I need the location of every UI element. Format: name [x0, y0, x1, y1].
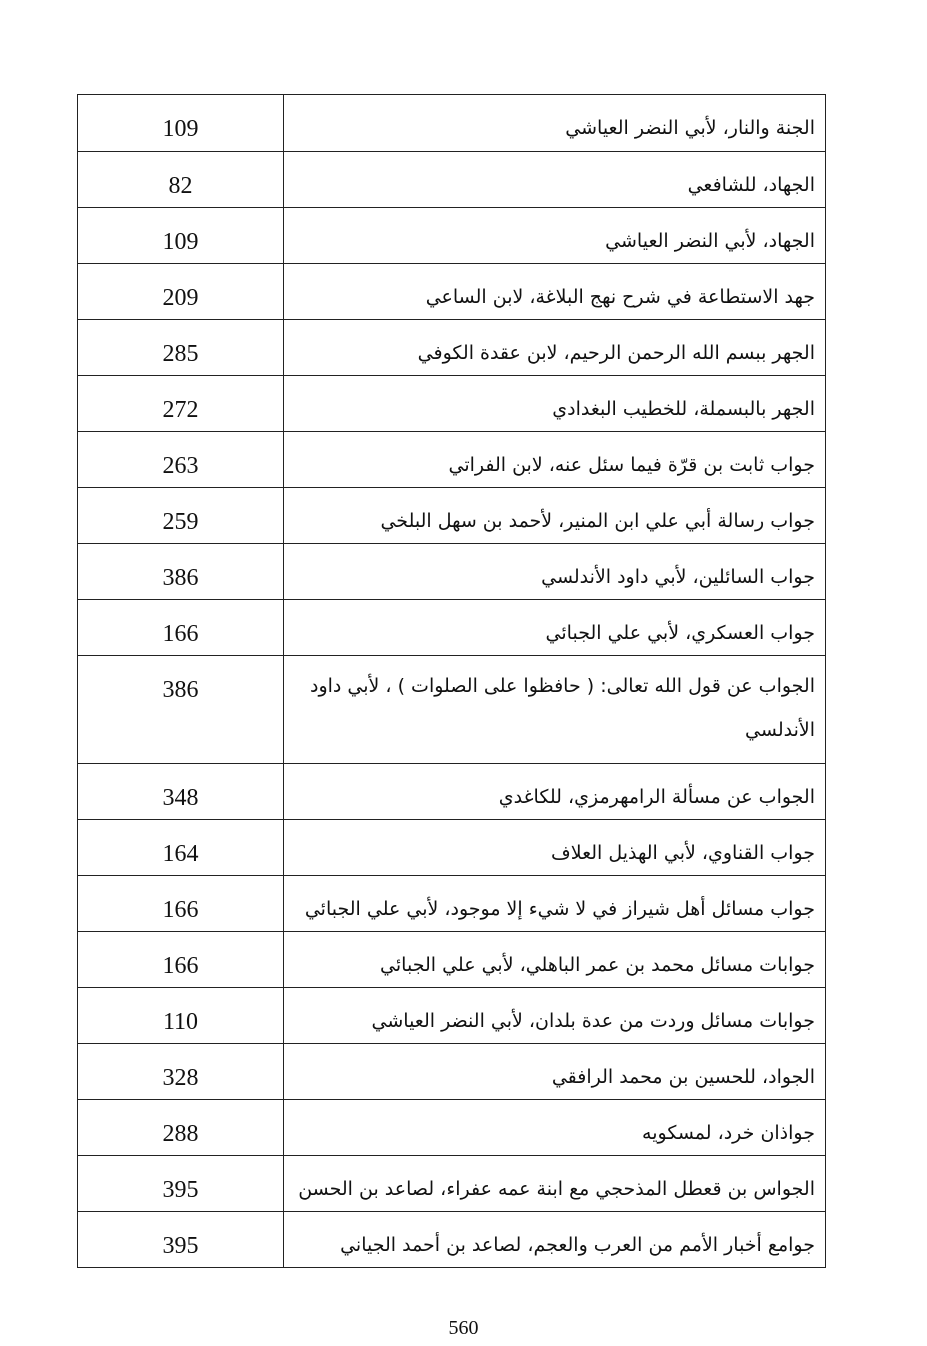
page-cell — [78, 264, 284, 320]
page-cell — [78, 544, 284, 600]
entry-page: 395 — [162, 1233, 199, 1259]
title-cell — [284, 1156, 826, 1212]
title-cell — [284, 820, 826, 876]
page-cell — [78, 488, 284, 544]
entry-page: 285 — [162, 341, 199, 367]
page-cell — [78, 876, 284, 932]
table-row — [78, 432, 826, 488]
entry-page: 386 — [162, 677, 199, 703]
entry-title: الجنة والنار، لأبي النضر العياشي — [565, 117, 815, 139]
page-cell — [78, 152, 284, 208]
title-cell — [284, 932, 826, 988]
table-row — [78, 1044, 826, 1100]
entry-page: 259 — [162, 509, 199, 535]
page-cell — [78, 764, 284, 820]
entry-page: 288 — [162, 1121, 199, 1147]
entry-page: 82 — [168, 173, 193, 199]
entry-page: 164 — [162, 841, 199, 867]
page-cell — [78, 1212, 284, 1268]
table-row — [78, 544, 826, 600]
table-row — [78, 1212, 826, 1268]
entry-page: 109 — [162, 229, 199, 255]
page-cell — [78, 656, 284, 764]
entry-page: 328 — [162, 1065, 199, 1091]
table-row — [78, 988, 826, 1044]
page-cell — [78, 932, 284, 988]
table-row — [78, 600, 826, 656]
page-cell — [78, 600, 284, 656]
page-cell — [78, 1044, 284, 1100]
entry-title: الجهر ببسم الله الرحمن الرحيم، لابن عقدة الكوفي — [417, 342, 815, 364]
entry-title: جوامع أخبار الأمم من العرب والعجم، لصاعد بن أحمد الجياني — [340, 1234, 815, 1256]
table-row — [78, 876, 826, 932]
page-cell — [78, 432, 284, 488]
title-cell — [284, 320, 826, 376]
table-row — [78, 820, 826, 876]
entry-page: 272 — [162, 397, 199, 423]
title-cell — [284, 876, 826, 932]
entry-title: جهد الاستطاعة في شرح نهج البلاغة، لابن الساعي — [425, 286, 815, 308]
title-cell — [284, 264, 826, 320]
table-row — [78, 208, 826, 264]
entry-page: 109 — [162, 116, 199, 142]
table-row — [78, 264, 826, 320]
entry-title: الجواد، للحسين بن محمد الرافقي — [551, 1066, 815, 1088]
entry-title: جواب مسائل أهل شيراز في لا شيء إلا موجود، لأبي علي الجبائي — [304, 898, 815, 920]
entry-title: الجهاد، للشافعي — [687, 174, 815, 196]
entry-page: 395 — [162, 1177, 199, 1203]
table-row — [78, 932, 826, 988]
title-cell — [284, 432, 826, 488]
table-row — [78, 764, 826, 820]
table-row — [78, 376, 826, 432]
table-row — [78, 320, 826, 376]
page-cell — [78, 208, 284, 264]
entry-title: جوابات مسائل وردت من عدة بلدان، لأبي النضر العياشي — [371, 1010, 815, 1032]
table-row — [78, 1100, 826, 1156]
entry-title: جواب القناوي، لأبي الهذيل العلاف — [551, 842, 815, 864]
page-cell — [78, 1100, 284, 1156]
page-cell — [78, 320, 284, 376]
title-cell — [284, 95, 826, 152]
table-row — [78, 95, 826, 152]
title-cell — [284, 488, 826, 544]
entry-title: الجواس بن قعطل المذحجي مع ابنة عمه عفراء، لصاعد بن الحسن — [298, 1178, 815, 1200]
title-cell — [284, 764, 826, 820]
index-table — [77, 94, 826, 1268]
entry-title: جوابات مسائل محمد بن عمر الباهلي، لأبي علي الجبائي — [380, 954, 815, 976]
title-cell — [284, 152, 826, 208]
title-cell — [284, 376, 826, 432]
title-cell — [284, 208, 826, 264]
entry-page: 166 — [162, 897, 199, 923]
title-cell — [284, 1212, 826, 1268]
entry-page: 166 — [162, 953, 199, 979]
entry-page: 386 — [162, 565, 199, 591]
entry-title: جواب رسالة أبي علي ابن المنير، لأحمد بن سهل البلخي — [380, 510, 815, 532]
entry-page: 209 — [162, 285, 199, 311]
table-row — [78, 152, 826, 208]
entry-title: جواذان خرد، لمسكويه — [642, 1122, 815, 1144]
title-cell — [284, 600, 826, 656]
entry-page: 166 — [162, 621, 199, 647]
table-row — [78, 488, 826, 544]
title-cell — [284, 656, 826, 764]
page-cell — [78, 1156, 284, 1212]
table-row — [78, 1156, 826, 1212]
table-row — [78, 656, 826, 764]
entry-title: جواب ثابت بن قرّة فيما سئل عنه، لابن الفراتي — [448, 454, 815, 476]
entry-title: الجواب عن مسألة الرامهرمزي، للكاغدي — [498, 786, 815, 808]
title-cell — [284, 544, 826, 600]
title-cell — [284, 1100, 826, 1156]
page-cell — [78, 95, 284, 152]
entry-title: جواب السائلين، لأبي داود الأندلسي — [541, 566, 815, 588]
title-cell — [284, 1044, 826, 1100]
page-cell — [78, 376, 284, 432]
entry-title: جواب العسكري، لأبي علي الجبائي — [545, 622, 815, 644]
entry-title: الجهر بالبسملة، للخطيب البغدادي — [552, 398, 815, 420]
entry-page: 348 — [162, 785, 199, 811]
page-number: 560 — [448, 1317, 479, 1339]
entry-page: 110 — [162, 1009, 199, 1035]
title-cell — [284, 988, 826, 1044]
page-cell — [78, 988, 284, 1044]
entry-page: 263 — [162, 453, 199, 479]
entry-title: الجواب عن قول الله تعالى: ( حافظوا على الصلوات ) ، لأبي داود الأندلسي — [310, 675, 815, 741]
page-cell — [78, 820, 284, 876]
entry-title: الجهاد، لأبي النضر العياشي — [605, 230, 815, 252]
